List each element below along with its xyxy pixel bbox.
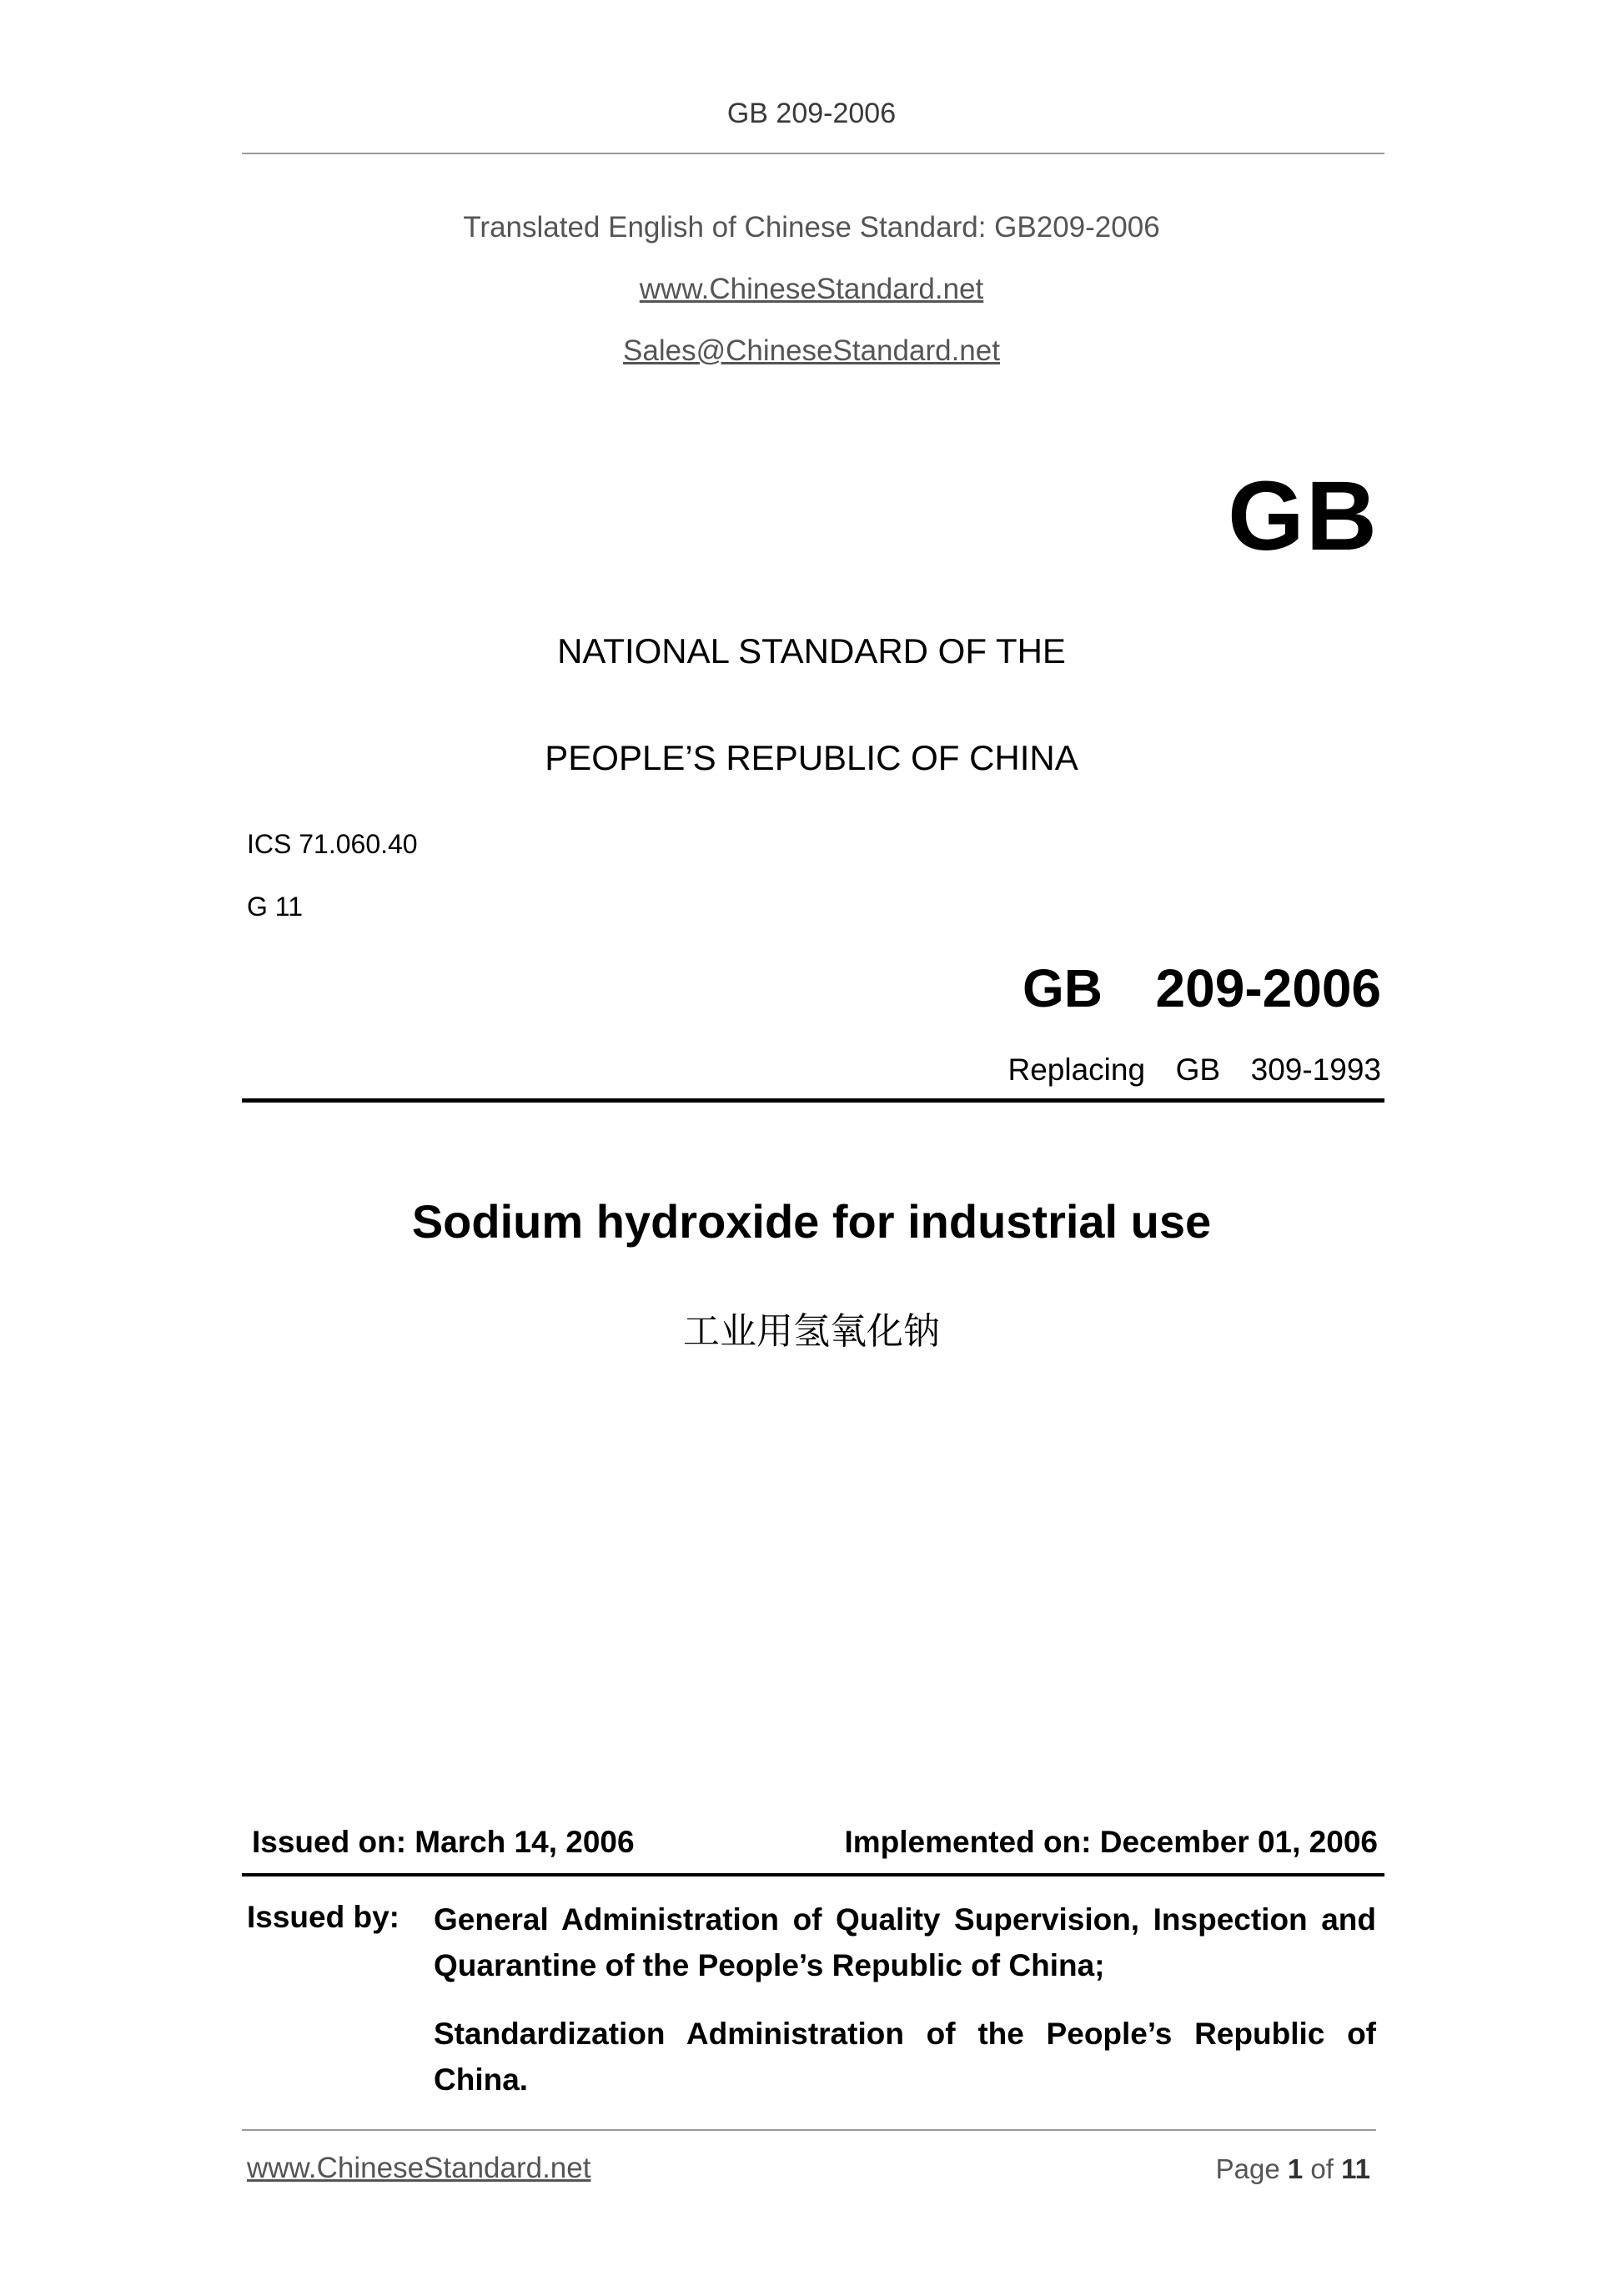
- issuer-item: General Administration of Quality Supervision, Inspection and Quarantine of the People’s Republic of China;: [434, 1902, 1376, 1982]
- website-link-text[interactable]: www.ChineseStandard.net: [639, 273, 984, 305]
- header-divider: [242, 153, 1384, 154]
- issuer-item: Standardization Administration of the People’s Republic of China.: [434, 2017, 1376, 2097]
- website-link: [0, 273, 1623, 306]
- standard-number: GB 209-2006: [1022, 958, 1381, 1018]
- issued-by-label: Issued by:: [247, 1900, 399, 1934]
- page-counter: [1216, 2153, 1370, 2185]
- email-link-text[interactable]: Sales@ChineseStandard.net: [623, 334, 1000, 367]
- page-of-word: of: [1310, 2153, 1334, 2184]
- footer-divider: [242, 2129, 1376, 2131]
- page-current: 1: [1287, 2153, 1304, 2184]
- translation-notice: Translated English of Chinese Standard: GB209-2006: [463, 211, 1160, 244]
- dates-divider: [242, 1873, 1384, 1876]
- email-link: [0, 334, 1623, 368]
- running-header: GB 209-2006: [726, 98, 897, 129]
- ics-code: ICS 71.060.40: [247, 829, 418, 859]
- page-total: 11: [1341, 2153, 1370, 2184]
- gb-logo: GB: [1228, 461, 1379, 571]
- implemented-on-date: Implemented on: December 01, 2006: [844, 1825, 1378, 1859]
- issued-on-date: Issued on: March 14, 2006: [252, 1825, 635, 1859]
- document-title-chinese: 工业用氢氧化钠: [683, 1311, 940, 1352]
- national-standard-line-1: NATIONAL STANDARD OF THE: [557, 631, 1066, 671]
- replacing-standard: Replacing GB 309-1993: [1007, 1053, 1381, 1087]
- document-title-english: Sodium hydroxide for industrial use: [411, 1195, 1212, 1248]
- page-word: Page: [1215, 2153, 1280, 2184]
- title-divider: [242, 1098, 1384, 1103]
- footer-website-link[interactable]: www.ChineseStandard.net: [247, 2152, 591, 2184]
- national-standard-line-2: PEOPLE’S REPUBLIC OF CHINA: [545, 738, 1078, 777]
- ccs-code: G 11: [247, 892, 303, 922]
